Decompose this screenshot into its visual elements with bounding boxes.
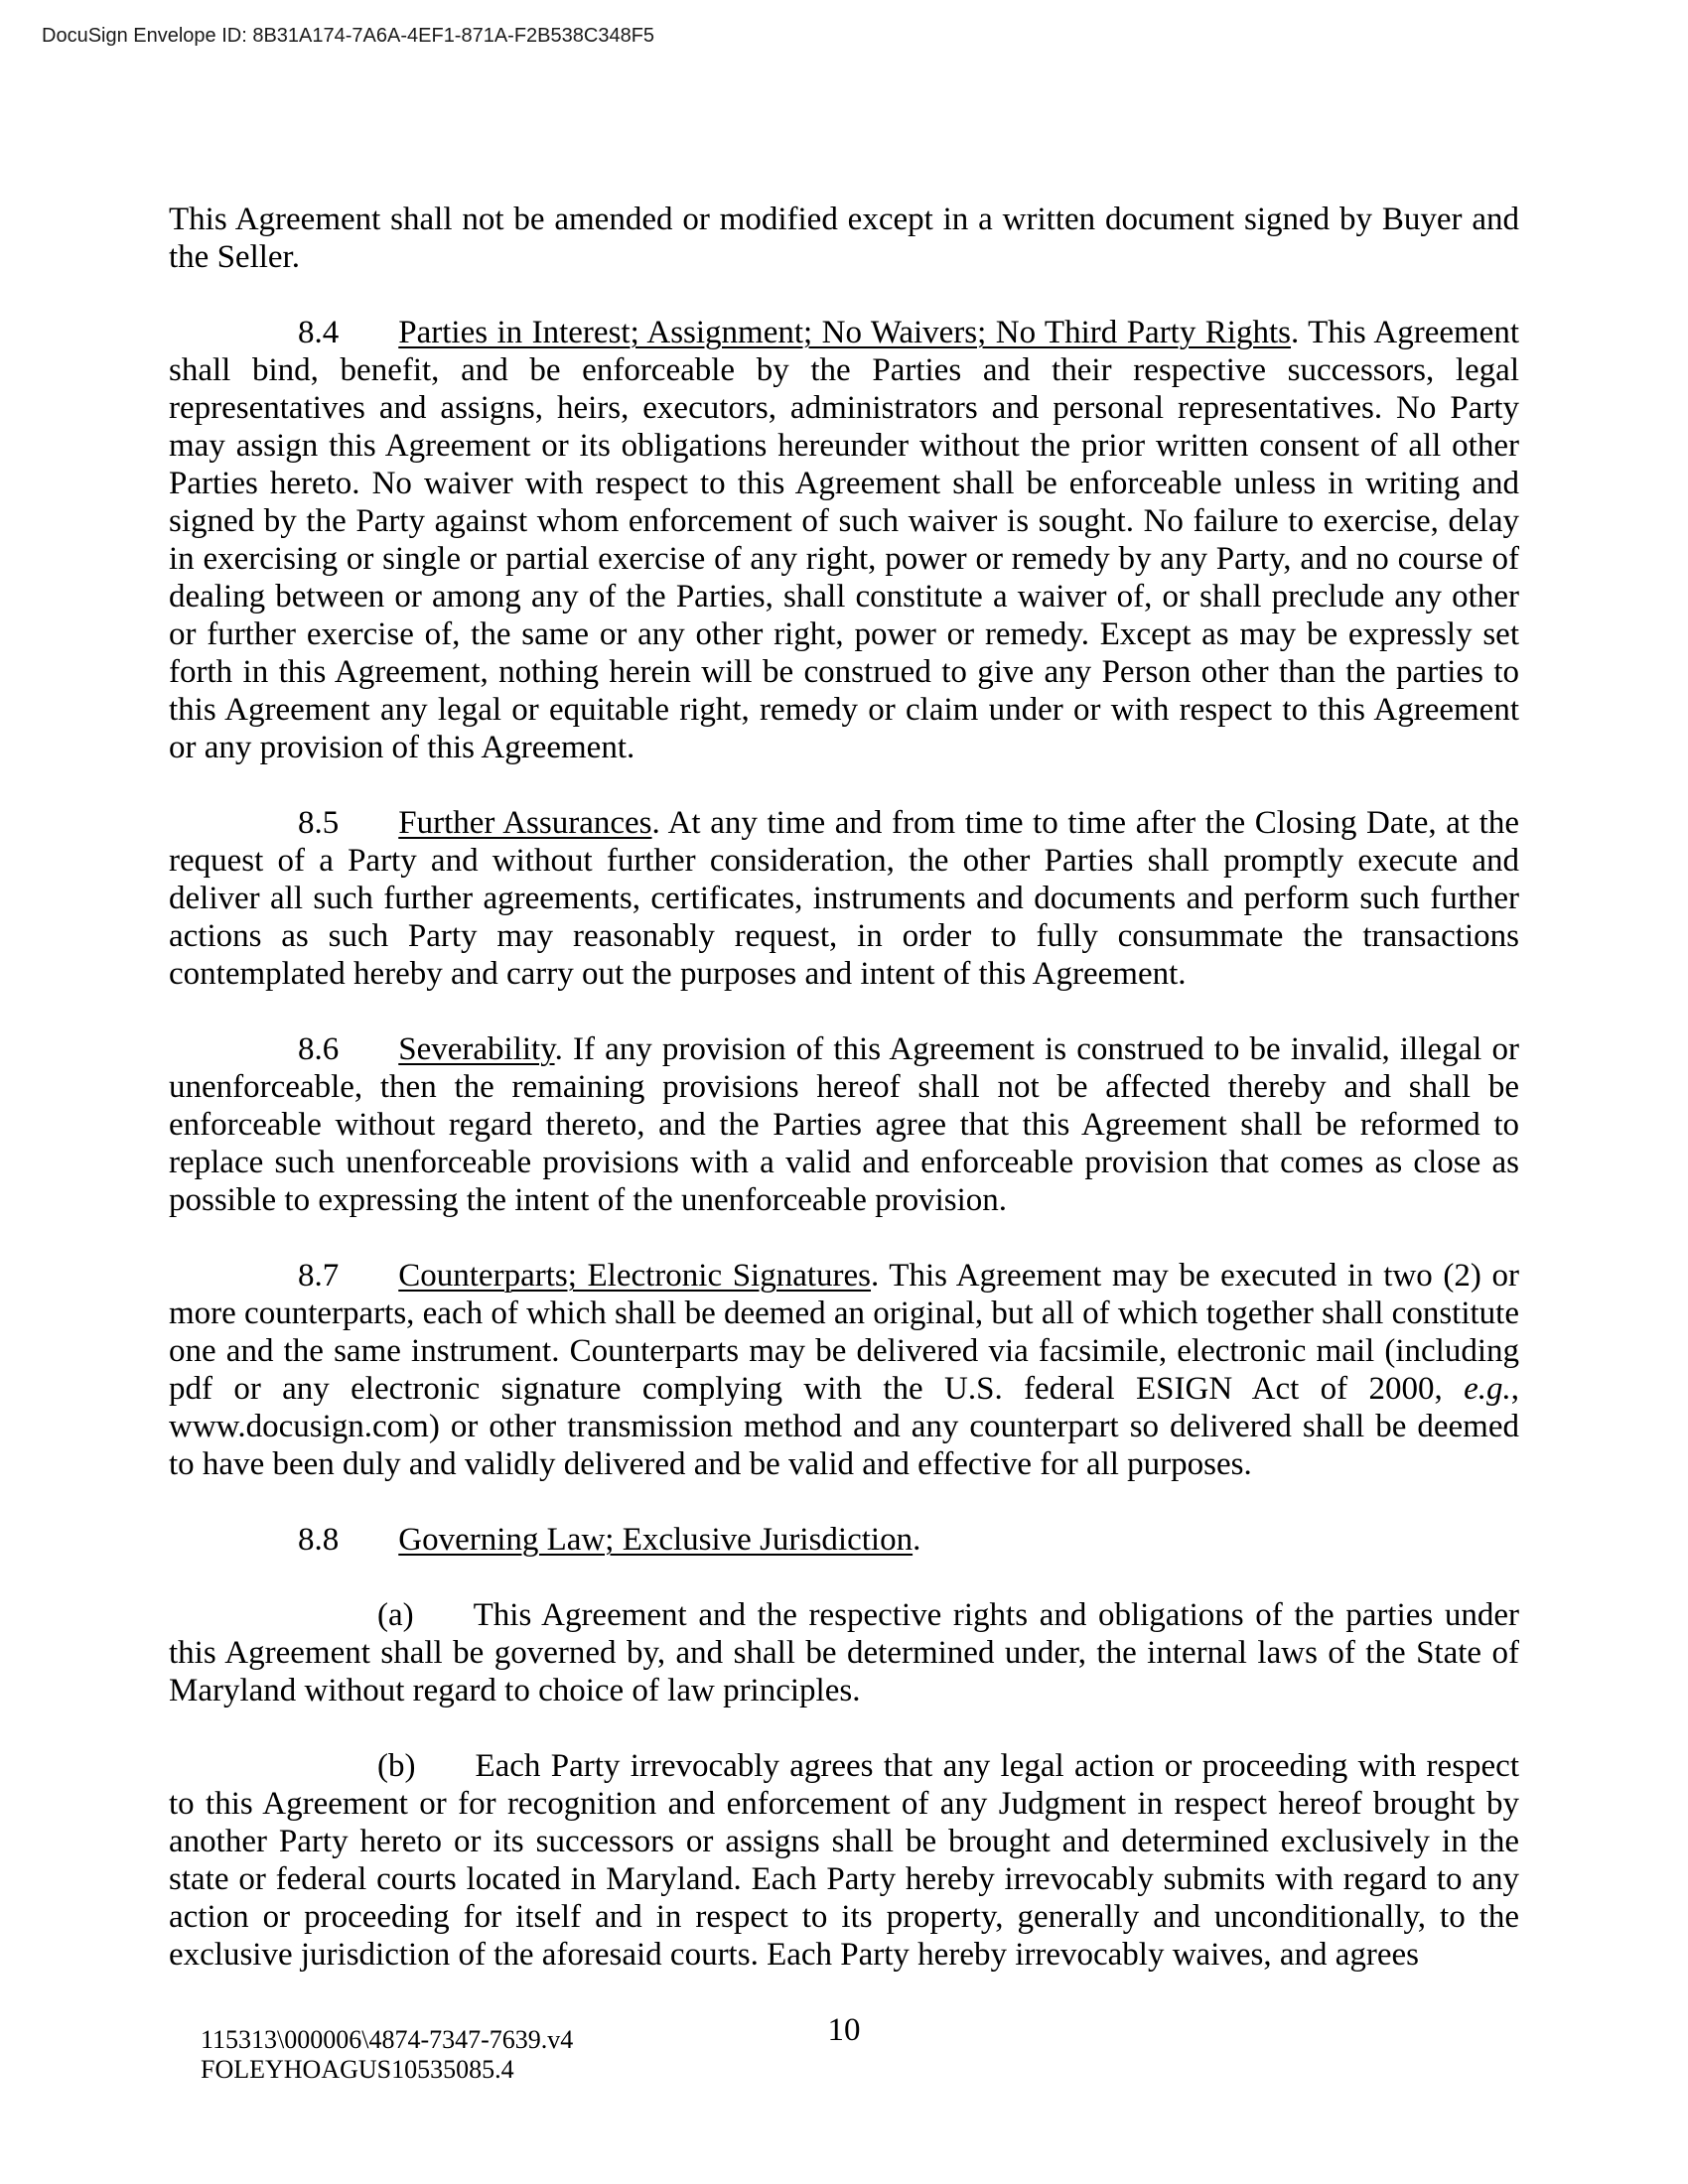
page-number: 10 [827,2012,861,2048]
section-number: 8.5 [298,805,340,841]
body-text: . [913,1522,921,1558]
body-text: . If any provision of this Agreement is construed to be invalid, illegal or unenforceable, then the remaining provisions hereof shall not be affected thereby and shall be enforceable without regard thereto, and the Parties agree that this Agreement shall be reformed to replace such unenforceable provisions with a valid and enforceable provision that comes as close as possible to expressing the intent of the unenforceable provision. [169,1031,1519,1218]
section-heading: Governing Law; Exclusive Jurisdiction [398,1522,914,1558]
document-body [169,201,1519,2011]
paragraph [169,201,1519,276]
docusign-envelope-id: DocuSign Envelope ID: 8B31A174-7A6A-4EF1-871A-F2B538C348F5 [42,25,655,47]
section-number: 8.4 [298,315,340,350]
body-text-italic: e.g. [1464,1371,1511,1407]
paragraph [169,1030,1519,1219]
section-heading: Counterparts; Electronic Signatures [398,1258,872,1294]
section-heading: Parties in Interest; Assignment; No Waivers; No Third Party Rights [398,315,1291,350]
section-number: 8.8 [298,1522,340,1558]
body-text: , www.docusign.com) or other transmission method and any counterpart so delivered shall be deemed to have been duly and validly delivered and be valid and effective for all purposes. [169,1371,1519,1482]
body-text: . This Agreement shall bind, benefit, and be enforceable by the Parties and their respective successors, legal representatives and assigns, heirs, executors, administrators and personal representatives. No Party may assign this Agreement or its obligations hereunder without the prior written consent of all other Parties hereto. No waiver with respect to this Agreement shall be enforceable unless in writing and signed by the Party against whom enforcement of such waiver is sought. No failure to exercise, delay in exercising or single or partial exercise of any right, power or remedy by any Party, and no course of dealing between or among any of the Parties, shall constitute a waiver of, or shall preclude any other or further exercise of, the same or any other right, power or remedy. Except as may be expressly set forth in this Agreement, nothing herein will be construed to give any Person other than the parties to this Agreement any legal or equitable right, remedy or claim under or with respect to this Agreement or any provision of this Agreement. [169,315,1519,765]
doc-reference-line-2: FOLEYHOAGUS10535085.4 [201,2055,514,2084]
section-number: 8.7 [298,1258,340,1294]
section-heading: Severability [398,1031,555,1067]
doc-reference-line-1: 115313\000006\4874-7347-7639.v4 [201,2025,574,2054]
paragraph [169,1596,1519,1709]
body-text: This Agreement shall not be amended or modified except in a written document signed by Buyer and the Seller. [169,202,1519,275]
section-number: 8.6 [298,1031,340,1067]
body-text: This Agreement and the respective rights and obligations of the parties under this Agreement shall be governed by, and shall be determined under, the internal laws of the State of Maryland without regard to choice of law principles. [169,1597,1519,1708]
body-text: . This Agreement may be executed in two (2) or more counterparts, each of which shall be deemed an original, but all of which together shall constitute one and the same instrument. Counterparts may be delivered via facsimile, electronic mail (including pdf or any electronic signature complying with the U.S. federal ESIGN Act of 2000, [169,1258,1519,1407]
document-footer [201,2025,573,2085]
paragraph [169,1747,1519,1974]
paragraph [169,804,1519,993]
body-text: Each Party irrevocably agrees that any legal action or proceeding with respect to this Agreement or for recognition and enforcement of any Judgment in respect hereof brought by another Party hereto or its successors or assigns shall be brought and determined exclusively in the state or federal courts located in Maryland. Each Party hereby irrevocably submits with regard to any action or proceeding for itself and in respect to its property, generally and unconditionally, to the exclusive jurisdiction of the aforesaid courts. Each Party hereby irrevocably waives, and agrees [169,1748,1519,1973]
body-text: . At any time and from time to time after the Closing Date, at the request of a Party and without further consideration, the other Parties shall promptly execute and deliver all such further agreements, certificates, instruments and documents and perform such further actions as such Party may reasonably request, in order to fully consummate the transactions contemplated hereby and carry out the purposes and intent of this Agreement. [169,805,1519,992]
subsection-letter: (a) [377,1597,414,1633]
paragraph [169,1257,1519,1483]
paragraph [169,1521,1519,1559]
subsection-letter: (b) [377,1748,416,1784]
section-heading: Further Assurances [398,805,652,841]
paragraph [169,314,1519,766]
